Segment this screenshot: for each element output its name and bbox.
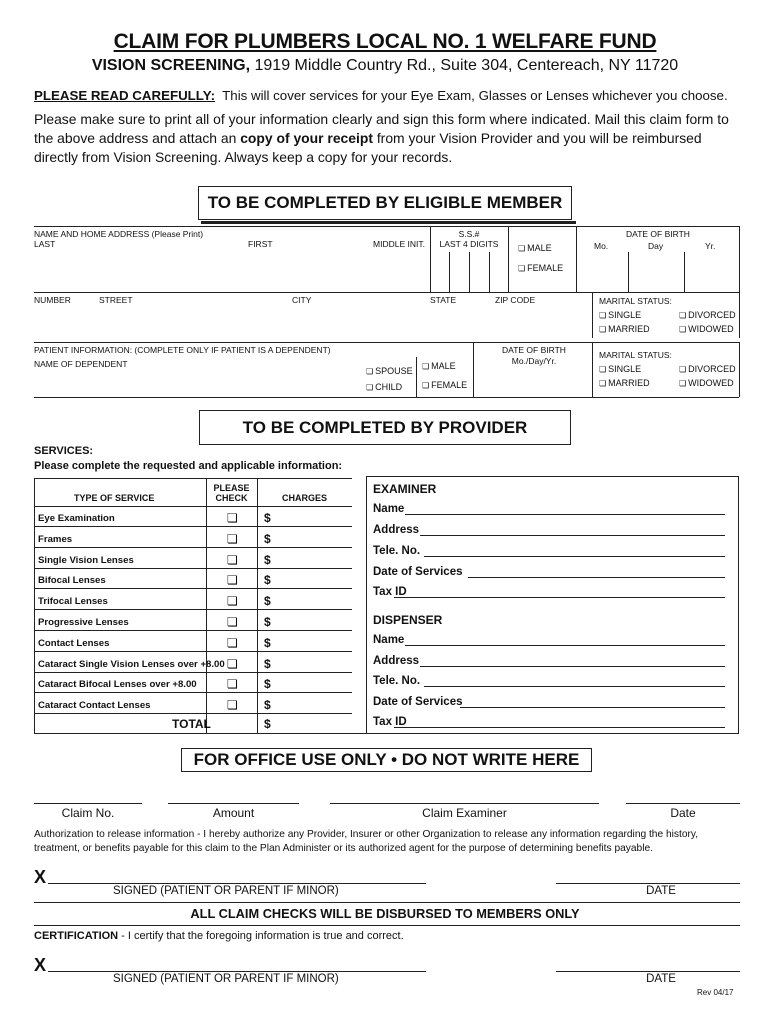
service-row-label: Trifocal Lenses: [38, 596, 108, 608]
claim-no-line: [34, 803, 142, 804]
service-checkbox[interactable]: ❏: [227, 656, 238, 671]
member-right-border: [739, 226, 740, 292]
spouse-checkbox[interactable]: ❏ SPOUSE: [366, 366, 413, 376]
dispenser-tele-line[interactable]: [424, 686, 725, 687]
dependent-married-checkbox[interactable]: ❏ MARRIED: [599, 378, 650, 388]
claim-no-label: Claim No.: [61, 806, 115, 820]
service-checkbox[interactable]: ❏: [227, 615, 238, 629]
service-row-rule: [34, 568, 352, 569]
ss-digit-divider: [469, 252, 470, 292]
single-checkbox[interactable]: ❏ SINGLE: [599, 310, 641, 320]
examiner-taxid-label: Tax ID: [373, 586, 407, 598]
instructions-part-a: Please make sure to print all of your information clearly and sign this form where indicated. Mail this claim form to the above address and attach an: [34, 111, 729, 146]
service-row-label: Bifocal Lenses: [38, 575, 106, 587]
service-checkbox[interactable]: ❏: [227, 573, 238, 588]
dispenser-heading: DISPENSER: [373, 613, 443, 627]
total-label: TOTAL: [172, 717, 211, 731]
dob-divider: [684, 252, 685, 292]
dispenser-taxid-label: Tax ID: [373, 716, 407, 728]
patient-top-rule: [34, 342, 739, 343]
service-charge-dollar: $: [264, 511, 271, 525]
subtitle-address: 1919 Middle Country Rd., Suite 304, Centereach, NY 11720: [250, 57, 679, 74]
service-charge-dollar: $: [264, 552, 271, 567]
service-row-label: Single Vision Lenses: [38, 554, 134, 566]
street-label: STREET: [99, 295, 133, 305]
form-title: CLAIM FOR PLUMBERS LOCAL NO. 1 WELFARE FUND: [113, 30, 657, 53]
services-heading: [34, 444, 342, 474]
marital-divider: [592, 292, 593, 338]
disburse-notice: ALL CLAIM CHECKS WILL BE DISBURSED TO MEMBERS ONLY: [190, 906, 580, 921]
dispenser-address-line[interactable]: [420, 666, 725, 667]
date-label: DATE: [646, 885, 676, 897]
service-charge-dollar: $: [264, 656, 271, 671]
service-charge-dollar: $: [264, 677, 271, 692]
cert-label: CERTIFICATION: [34, 930, 119, 942]
service-checkbox[interactable]: ❏: [227, 698, 238, 713]
certification: [34, 930, 404, 942]
instructions: [34, 110, 744, 167]
member-section-title: TO BE COMPLETED BY ELIGIBLE MEMBER: [198, 186, 572, 220]
dispenser-name-line[interactable]: [405, 645, 725, 646]
read-carefully-label: PLEASE READ CAREFULLY:: [34, 88, 216, 103]
examiner-taxid-line[interactable]: [394, 597, 725, 598]
claim-examiner-line: [330, 803, 599, 804]
ss-label: S.S.#: [458, 229, 480, 239]
cert-text: - I certify that the foregoing information is true and correct.: [118, 930, 404, 942]
disburse-bottom-rule: [34, 925, 740, 926]
patient-divider: [473, 342, 474, 397]
col-type-of-service: TYPE OF SERVICE: [74, 493, 155, 503]
dependent-marital-label: MARITAL STATUS:: [599, 350, 672, 360]
city-label: CITY: [292, 295, 312, 305]
divorced-checkbox[interactable]: ❏ DIVORCED: [679, 310, 736, 320]
service-row-label: Cataract Bifocal Lenses over +8.00: [38, 679, 197, 691]
signature-line[interactable]: [48, 883, 426, 884]
dob-divider: [628, 252, 629, 292]
service-row-label: Cataract Single Vision Lenses over +8.00: [38, 658, 225, 670]
services-note: Please complete the requested and applicable information:: [34, 460, 343, 472]
dob-mo-label: Mo.: [594, 241, 609, 251]
service-checkbox[interactable]: ❏: [227, 677, 238, 692]
dispenser-dos-label: Date of Services: [373, 696, 463, 708]
col-please: PLEASE: [213, 483, 250, 493]
last4-label: LAST 4 DIGITS: [439, 239, 499, 249]
member-right-border: [739, 342, 740, 397]
service-charge-dollar: $: [264, 594, 271, 609]
ss-divider-right: [508, 226, 509, 292]
service-charge-dollar: $: [264, 698, 271, 713]
form-subtitle: [0, 57, 770, 75]
date-line-2[interactable]: [556, 971, 740, 972]
service-checkbox[interactable]: ❏: [227, 531, 238, 546]
patient-divider: [592, 342, 593, 397]
signed-label: SIGNED (PATIENT OR PARENT IF MINOR): [113, 885, 339, 897]
services-col-divider: [257, 478, 258, 734]
service-charge-dollar: $: [264, 615, 271, 629]
middle-init-label: MIDDLE INIT.: [373, 239, 425, 249]
examiner-dos-line[interactable]: [468, 577, 725, 578]
services-header-rule: [34, 506, 352, 507]
service-row-label: Contact Lenses: [38, 637, 110, 649]
ss-digit-divider: [449, 252, 450, 292]
dispenser-tele-label: Tele. No.: [373, 675, 421, 687]
female-checkbox[interactable]: ❏ FEMALE: [518, 263, 563, 273]
first-label: FIRST: [248, 239, 273, 249]
dependent-male-checkbox[interactable]: ❏ MALE: [422, 361, 456, 371]
dispenser-address-label: Address: [373, 655, 420, 667]
zip-label: ZIP CODE: [495, 295, 535, 305]
marital-label: MARITAL STATUS:: [599, 296, 672, 306]
member-right-border: [739, 292, 740, 338]
dependent-name-label: NAME OF DEPENDENT: [34, 359, 128, 369]
read-carefully-line: [34, 88, 728, 103]
signature-x: X: [34, 867, 47, 887]
patient-divider: [416, 357, 417, 397]
dob-yr-label: Yr.: [705, 241, 716, 251]
services-left-border: [34, 478, 35, 734]
last-label: LAST: [34, 239, 56, 249]
signed-label-2: SIGNED (PATIENT OR PARENT IF MINOR): [113, 973, 339, 985]
patient-bottom-rule: [34, 397, 739, 398]
service-charge-dollar: $: [264, 635, 271, 650]
office-date-line: [626, 803, 740, 804]
number-label: NUMBER: [34, 295, 71, 305]
disburse-top-rule: [34, 902, 740, 903]
examiner-tele-label: Tele. No.: [373, 545, 421, 557]
service-row-rule: [34, 651, 352, 652]
revision-label: Rev 04/17: [697, 988, 734, 997]
amount-line: [168, 803, 299, 804]
dob-label: DATE OF BIRTH: [626, 229, 690, 239]
address-top-rule: [34, 292, 739, 293]
service-row-rule: [34, 713, 352, 714]
instructions-bold: copy of your receipt: [240, 130, 373, 146]
service-row-rule: [34, 547, 352, 548]
service-checkbox[interactable]: ❏: [227, 511, 238, 525]
service-row-label: Progressive Lenses: [38, 617, 129, 628]
service-checkbox[interactable]: ❏: [227, 635, 238, 650]
dispenser-name-label: Name: [373, 634, 405, 646]
state-label: STATE: [430, 295, 457, 305]
service-charge-dollar: $: [264, 531, 271, 546]
service-row-label: Eye Examination: [38, 513, 115, 524]
signature-line-2[interactable]: [48, 971, 426, 972]
dob-day-label: Day: [648, 241, 664, 251]
total-dollar: $: [264, 717, 271, 731]
dependent-widowed-checkbox[interactable]: ❏ WIDOWED: [679, 378, 734, 388]
widowed-checkbox[interactable]: ❏ WIDOWED: [679, 324, 734, 334]
office-use-title: FOR OFFICE USE ONLY • DO NOT WRITE HERE: [181, 748, 592, 772]
patient-info-label: PATIENT INFORMATION: (COMPLETE ONLY IF PATIENT IS A DEPENDENT): [34, 345, 331, 355]
dispenser-taxid-line[interactable]: [394, 727, 725, 728]
examiner-tele-line[interactable]: [424, 556, 725, 557]
service-row-rule: [34, 526, 352, 527]
examiner-address-label: Address: [373, 524, 420, 536]
child-checkbox[interactable]: ❏ CHILD: [366, 382, 402, 392]
ss-digit-divider: [489, 252, 490, 292]
service-row-label: Frames: [38, 533, 73, 545]
provider-section-title: TO BE COMPLETED BY PROVIDER: [199, 410, 571, 445]
married-checkbox[interactable]: ❏ MARRIED: [599, 324, 650, 334]
service-row-rule: [34, 588, 352, 589]
claim-examiner-label: Claim Examiner: [422, 806, 507, 820]
col-check: CHECK: [215, 493, 248, 503]
instructions-part-b: from your Vision Provider and you will be reimbursed directly from Vision Screening. Always keep a copy for your records.: [34, 130, 702, 165]
service-row-rule: [34, 609, 352, 610]
dependent-divorced-checkbox[interactable]: ❏ DIVORCED: [679, 364, 736, 374]
service-checkbox[interactable]: ❏: [227, 552, 238, 567]
dependent-female-checkbox[interactable]: ❏ FEMALE: [422, 380, 467, 390]
examiner-name-line[interactable]: [405, 514, 725, 515]
dispenser-dos-line[interactable]: [460, 707, 725, 708]
dependent-dob-format: Mo./Day/Yr.: [511, 356, 557, 366]
signature-x-2: X: [34, 955, 47, 975]
date-line[interactable]: [556, 883, 740, 884]
dependent-single-checkbox[interactable]: ❏ SINGLE: [599, 364, 641, 374]
read-carefully-text: This will cover services for your Eye Exam, Glasses or Lenses whichever you choose.: [222, 88, 728, 103]
service-charge-dollar: $: [264, 573, 271, 588]
male-checkbox[interactable]: ❏ MALE: [518, 243, 552, 253]
member-top-rule: [34, 226, 739, 227]
service-checkbox[interactable]: ❏: [227, 594, 238, 609]
service-row-label: Cataract Contact Lenses: [38, 700, 151, 712]
service-row-rule: [34, 692, 352, 693]
name-address-label: NAME AND HOME ADDRESS (Please Print): [34, 229, 204, 239]
examiner-address-line[interactable]: [420, 535, 725, 536]
services-col-divider: [206, 478, 207, 734]
examiner-name-label: Name: [373, 503, 405, 515]
authorization-text: Authorization to release information - I hereby authorize any Provider, Insurer or other Organization to release any information regarding the history, treatment, or benefits payable for this claim to the Plan Administer or its authorized agent for the purpose of determining benefits payable.: [34, 829, 699, 854]
examiner-heading: EXAMINER: [373, 482, 437, 496]
amount-label: Amount: [212, 806, 255, 820]
subtitle-org: VISION SCREENING,: [91, 57, 251, 74]
office-date-label: Date: [670, 806, 696, 820]
services-label: SERVICES:: [34, 445, 94, 457]
service-row-rule: [34, 630, 352, 631]
col-charges: CHARGES: [282, 493, 328, 503]
examiner-dos-label: Date of Services: [373, 566, 463, 578]
date-label-2: DATE: [646, 973, 676, 985]
service-row-rule: [34, 672, 352, 673]
dependent-dob-label: DATE OF BIRTH: [502, 345, 566, 355]
